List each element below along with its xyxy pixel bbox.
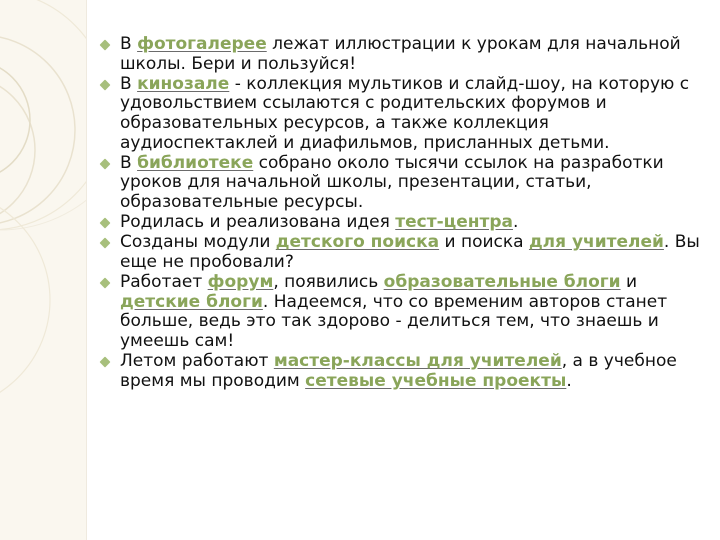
bullet-marker-icon bbox=[99, 238, 110, 249]
bullet-item bbox=[100, 273, 700, 351]
hyperlink[interactable]: тест-центра bbox=[395, 212, 513, 233]
text-segment: . bbox=[566, 370, 572, 391]
text-segment: . Вы еще не пробовали? bbox=[120, 232, 700, 272]
hyperlink[interactable]: для учителей bbox=[528, 232, 664, 253]
text-segment: Созданы модули bbox=[120, 232, 276, 253]
bullet-item bbox=[100, 233, 700, 272]
hyperlink[interactable]: детского поиска bbox=[275, 232, 440, 253]
hyperlink[interactable]: кинозале bbox=[137, 73, 230, 94]
hyperlink[interactable]: сетевые учебные проекты bbox=[305, 370, 567, 391]
hyperlink[interactable]: образовательные блоги bbox=[383, 272, 621, 293]
text-segment: Родилась и реализована идея bbox=[120, 212, 396, 233]
hyperlink[interactable]: фотогалерее bbox=[137, 34, 267, 54]
bullet-marker-icon bbox=[99, 218, 110, 229]
text-segment: лежат иллюстрации к урокам для начальной школы. Бери и пользуйся! bbox=[120, 34, 681, 74]
bullet-item bbox=[100, 35, 700, 74]
text-segment: Работает bbox=[120, 272, 208, 293]
hyperlink[interactable]: библиотеке bbox=[137, 152, 254, 173]
text-segment: , появились bbox=[273, 272, 384, 293]
bullet-item bbox=[100, 213, 700, 233]
bullet-marker-icon bbox=[99, 39, 110, 50]
bullet-marker-icon bbox=[99, 79, 110, 90]
text-segment: , а в учебное время мы проводим bbox=[120, 351, 677, 391]
bullet-item bbox=[100, 154, 700, 213]
hyperlink[interactable]: форум bbox=[207, 272, 274, 293]
hyperlink[interactable]: мастер-классы для учителей bbox=[273, 351, 562, 372]
text-segment: и bbox=[620, 272, 638, 293]
bullet-list bbox=[100, 35, 700, 392]
bullet-marker-icon bbox=[99, 158, 110, 169]
text-segment: В bbox=[120, 34, 138, 54]
bullet-item bbox=[100, 75, 700, 153]
text-segment: Летом работают bbox=[120, 351, 274, 372]
bullet-item bbox=[100, 352, 700, 391]
text-segment: собрано около тысячи ссылок на разработки уроков для начальной школы, презентации, статьи, образовательные ресурсы. bbox=[120, 152, 664, 212]
text-segment: В bbox=[120, 73, 138, 94]
bullet-marker-icon bbox=[99, 278, 110, 289]
text-segment: и поиска bbox=[439, 232, 529, 253]
text-segment: . Надеемся, что со временим авторов станет больше, ведь это так здорово - делиться тем, что знаешь и умеешь сам! bbox=[120, 291, 668, 351]
text-segment: . bbox=[513, 212, 519, 233]
text-segment: В bbox=[120, 152, 138, 173]
hyperlink[interactable]: детские блоги bbox=[120, 291, 263, 312]
text-segment: - коллекция мультиков и слайд-шоу, на которую с удовольствием ссылаются с родительских форумов и образовательных ресурсов, а также коллекция аудиоспектаклей и диафильмов, присланных детьми. bbox=[120, 73, 690, 153]
bullet-marker-icon bbox=[99, 357, 110, 368]
